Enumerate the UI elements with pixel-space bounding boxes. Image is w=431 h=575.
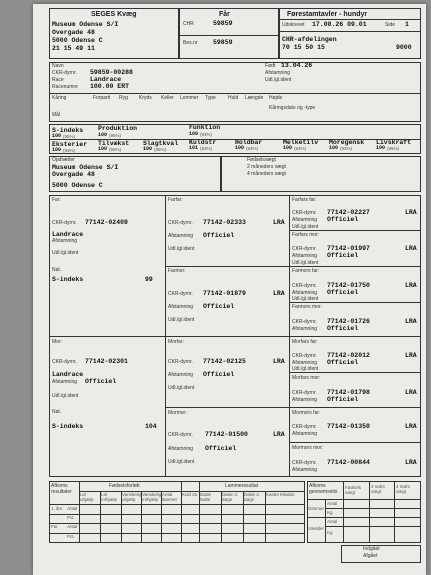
pedigree-document — [33, 4, 426, 575]
avg-row-6: Kg — [327, 530, 333, 535]
sire-race: Landrace — [52, 231, 84, 238]
fmf-afst-value: Officiel — [327, 289, 359, 296]
index-livskraft-sub: (95%) — [387, 146, 400, 151]
besnr-value: 59859 — [213, 39, 233, 46]
document-title: Førestamtavler - hundyr — [287, 11, 368, 18]
row-label-1: 1. års — [51, 506, 63, 511]
fmf-afst-label: Afstamning — [292, 290, 318, 296]
lam-col-1: Døde fødte — [200, 492, 212, 502]
mm-ckr-label: CKR-dyrnr. — [168, 432, 193, 438]
kaaring-date-label: Kåringsdato og -type — [269, 105, 316, 111]
results-head-2: resultater — [51, 489, 72, 495]
owner-line-2: Overgade 48 — [52, 29, 95, 36]
mfm-afst-value: Officiel — [327, 396, 359, 403]
mfm-ckr-value: 77142-01798 — [327, 389, 370, 396]
lam-label: Lammeresultat — [225, 483, 259, 489]
mf-afst-value: Officiel — [203, 371, 235, 378]
index-produktion-sub: (95%) — [109, 133, 122, 138]
index-moregensk-value: 100 — [329, 145, 339, 151]
index-kuldstr-name: Kuldstr — [189, 139, 217, 146]
kaaring-col-7: Huld — [228, 95, 239, 101]
mfm-code: LRA — [405, 389, 417, 396]
breeder-line-1: Museum Odense S/I — [52, 164, 119, 171]
index-moregensk-name: Moregensk — [329, 139, 365, 146]
species-title: Får — [219, 11, 230, 18]
dam-sindex-value: 104 — [145, 423, 157, 430]
index-sindeks-name: S-indeks — [52, 127, 84, 134]
fff-udl-label: Udl./gl.ident — [292, 224, 319, 230]
fodsel-label: Fødselsvægt — [247, 157, 276, 163]
dam-nat-label: Nat. — [52, 409, 62, 415]
index-sindeks-sub: (95%) — [63, 134, 76, 139]
index-holdbar-value: 100 — [235, 145, 245, 151]
row-label-6: Pct. — [67, 534, 75, 539]
fff-ckr-label: CKR-dyrnr. — [292, 210, 317, 216]
kaaring-col-1: Forparti — [93, 95, 111, 101]
dept-line-2: 70 15 50 15 — [282, 44, 325, 51]
avg-row-3: Kg — [327, 510, 333, 515]
m2-label: 2 måneders vægt — [247, 164, 286, 170]
mf-label: Morfar: — [168, 339, 184, 345]
index-kuldstr-sub: (93%) — [200, 146, 213, 151]
ff-afst-label: Afstamning — [168, 233, 194, 239]
fff-afst-value: Officiel — [327, 216, 359, 223]
ffm-label: Farfars mor: — [292, 232, 320, 238]
born-value: 13.04.26 — [281, 62, 313, 69]
mmm-ckr-label: CKR-dyrnr. — [292, 460, 317, 466]
dam-udl-label: Udl./gl.ident — [52, 393, 79, 399]
dam-ckr-value: 77142-02301 — [85, 358, 128, 365]
mm-label: Mormor: — [168, 410, 187, 416]
lam-col-3: Døde 3. døgn — [244, 492, 261, 502]
mm-ckr-value: 77142-01500 — [205, 431, 248, 438]
index-holdbar-sub: (93%) — [246, 146, 259, 151]
dept-line-1: CHR-afdelingen — [282, 36, 337, 43]
org-name: SEGES Kvæg — [91, 11, 137, 18]
avg-row-4: Vædder — [308, 526, 325, 531]
index-moregensk-sub: (93%) — [340, 146, 353, 151]
mmf-ckr-value: 77142-01350 — [327, 423, 370, 430]
owner-line-3: 5000 Odense C — [52, 37, 103, 44]
index-livskraft-value: 100 — [376, 145, 386, 151]
avg-col-2: 2 mdrs vægt — [371, 484, 385, 494]
avg-col-3: 4 mdrs vægt — [396, 484, 410, 494]
index-eksterier-sub: (93%) — [63, 148, 76, 153]
dept-extra: 9000 — [396, 44, 412, 51]
racenr-value: 100.00 ERT — [90, 83, 130, 90]
page-value: 1 — [405, 21, 409, 28]
kaaring-col-9: Højde — [269, 95, 283, 101]
owner-line-1: Museum Odense S/I — [52, 21, 119, 28]
index-melketilv-sub: (93%) — [294, 146, 307, 151]
ff-ckr-label: CKR-dyrnr. — [168, 220, 193, 226]
mmf-ckr-label: CKR-dyrnr. — [292, 424, 317, 430]
index-holdbar-name: Holdbar — [235, 139, 263, 146]
mff-code: LRA — [405, 352, 417, 359]
race-label: Race — [52, 77, 64, 83]
fmm-label: Farmors mor: — [292, 304, 322, 310]
status-line-2: Afgået — [363, 553, 378, 559]
printed-label: Udskrevet — [282, 22, 305, 28]
mfm-ckr-label: CKR-dyrnr. — [292, 390, 317, 396]
index-eksterier-name: Eksterier — [52, 141, 88, 148]
mff-afst-label: Afstamning — [292, 360, 318, 366]
fm-code: LRA — [273, 290, 285, 297]
ff-label: Farfar: — [168, 197, 183, 203]
race-value: Landrace — [90, 76, 122, 83]
born-label: Født — [265, 63, 276, 69]
sire-sindex-value: 99 — [145, 276, 153, 283]
kaaring-col-6: Type — [205, 95, 216, 101]
mm-code: LRA — [273, 431, 285, 438]
printed-value: 17.08.26 09.01 — [312, 21, 367, 28]
page-label: Side — [385, 22, 396, 28]
ff-ckr-value: 77142-02333 — [203, 219, 246, 226]
fmm-ckr-label: CKR-dyrnr. — [292, 319, 317, 325]
mmm-ckr-value: 77142-00844 — [327, 459, 370, 466]
dam-race: Landrace — [52, 371, 84, 378]
mmm-afst-label: Afstamning — [292, 467, 318, 473]
racenr-label: Racenumre — [52, 84, 78, 90]
lam-col-4: Kastet Misdan — [266, 492, 295, 497]
fod-col-1: Let uhjælp — [80, 492, 94, 502]
sire-nat-label: Nat. — [52, 267, 62, 273]
index-funktion-sub: (93%) — [200, 132, 213, 137]
mm-afst-value: Officiel — [205, 445, 237, 452]
owner-line-4: 21 15 49 11 — [52, 45, 95, 52]
mff-ckr-label: CKR-dyrnr. — [292, 353, 317, 359]
ffm-udl-label: Udl./gl.ident — [292, 260, 319, 266]
fod-col-2: Let m/hjælp — [101, 492, 118, 502]
row-label-2: Far — [51, 524, 58, 529]
dam-ckr-label: CKR-dyrnr. — [52, 359, 77, 365]
mff-afst-value: Officiel — [327, 359, 359, 366]
name-label: Navn — [52, 63, 64, 69]
ffm-afst-value: Officiel — [327, 252, 359, 259]
index-sindeks-value: 100 — [52, 133, 62, 139]
mf-ckr-label: CKR-dyrnr. — [168, 359, 193, 365]
fod-col-5: Antal lammet — [162, 492, 177, 502]
avg-row-1: Gimmer — [308, 506, 324, 511]
sire-udl-label: Udl./gl.ident — [52, 250, 79, 256]
avg-head-2: gennemsnits — [309, 489, 338, 495]
mff-label: Morfars far: — [292, 339, 318, 345]
sire-sindex-label: S-indeks — [52, 276, 84, 283]
index-slagtkval-name: Slagtkval — [143, 140, 179, 147]
animal-afst-label: Afstamning — [265, 70, 291, 76]
fmm-code: LRA — [405, 318, 417, 325]
ffm-code: LRA — [405, 245, 417, 252]
fmf-label: Farmors far: — [292, 268, 320, 274]
mff-ckr-value: 77142-02012 — [327, 352, 370, 359]
fmf-code: LRA — [405, 282, 417, 289]
maal-label: Mål — [52, 112, 61, 118]
breeder-label: Opdrætter — [52, 157, 75, 163]
kaaring-col-3: Kryds — [139, 95, 152, 101]
fm-udl-label: Udl./gl.ident — [168, 317, 195, 323]
animal-udl-label: Udl./gl.ident — [265, 77, 292, 83]
index-melketilv-value: 100 — [283, 145, 293, 151]
mf-code: LRA — [273, 358, 285, 365]
fm-label: Farmor: — [168, 268, 186, 274]
sire-afst-label: Afstamning — [52, 238, 78, 244]
fod-col-4: Vanskelig m/hjælp — [142, 492, 162, 502]
index-slagtkval-value: 100 — [143, 146, 153, 152]
sire-ckr-value: 77142-02409 — [85, 219, 128, 226]
index-slagtkval-sub: (95%) — [154, 147, 167, 152]
fm-afst-label: Afstamning — [168, 304, 194, 310]
ff-code: LRA — [273, 219, 285, 226]
fff-afst-label: Afstamning — [292, 217, 318, 223]
dam-label: Mor: — [52, 339, 62, 345]
row-label-5: Antal — [67, 524, 78, 529]
chr-value: 59859 — [213, 20, 233, 27]
fff-code: LRA — [405, 209, 417, 216]
index-livskraft-name: Livskraft — [376, 139, 412, 146]
fod-col-3: Vanskelig uhjælp — [122, 492, 142, 502]
mmm-label: Mormors mor: — [292, 445, 324, 451]
animal-ckr-value: 59859-00288 — [90, 69, 133, 76]
mf-udl-label: Udl./gl.ident — [168, 385, 195, 391]
kuld-label: Kuld str. — [182, 492, 199, 497]
index-funktion-name: Funktion — [189, 124, 221, 131]
status-line-1: Indgået — [363, 546, 380, 552]
ffm-ckr-label: CKR-dyrnr. — [292, 246, 317, 252]
besnr-label: Bes.nr — [183, 40, 198, 46]
fm-afst-value: Officiel — [203, 303, 235, 310]
index-produktion-name: Produktion — [98, 125, 138, 132]
mf-afst-label: Afstamning — [168, 372, 194, 378]
fff-ckr-value: 77142-02227 — [327, 209, 370, 216]
kaaring-col-5: Lemmer — [180, 95, 199, 101]
mff-udl-label: Udl./gl.ident — [292, 366, 319, 372]
mf-ckr-value: 77142-02125 — [203, 358, 246, 365]
sire-ckr-label: CKR-dyrnr. — [52, 220, 77, 226]
sire-label: Far: — [52, 197, 61, 203]
avg-row-5: Antal — [327, 519, 338, 524]
row-label-3: Antal — [67, 506, 78, 511]
index-tilvaekst-name: Tilvækst — [98, 140, 130, 147]
index-tilvaekst-sub: (95%) — [109, 147, 122, 152]
m4-label: 4 måneders vægt — [247, 171, 286, 177]
row-label-4: Pct. — [67, 515, 75, 520]
fmm-afst-value: Officiel — [327, 325, 359, 332]
ffm-afst-label: Afstamning — [292, 253, 318, 259]
fmf-ckr-value: 77142-01750 — [327, 282, 370, 289]
mmf-label: Mormors far: — [292, 410, 321, 416]
ffm-ckr-value: 77142-01997 — [327, 245, 370, 252]
dam-afst-value: Officiel — [85, 378, 117, 385]
index-eksterier-value: 100 — [52, 147, 62, 153]
index-funktion-value: 100 — [189, 131, 199, 137]
fm-ckr-value: 77142-01879 — [203, 290, 246, 297]
dam-sindex-label: S-indeks — [52, 423, 84, 430]
lam-col-2: Døde 3. døgn — [222, 492, 239, 502]
results-head-1: Afkoms — [51, 483, 68, 489]
kaaring-col-2: Ryg — [119, 95, 128, 101]
fmf-ckr-label: CKR-dyrnr. — [292, 283, 317, 289]
fmm-ckr-value: 77142-01726 — [327, 318, 370, 325]
breeder-line-2: Overgade 48 — [52, 171, 95, 178]
fod-label: Fødselsforløb — [109, 483, 140, 489]
mmm-code: LRA — [405, 459, 417, 466]
mm-udl-label: Udl./gl.ident — [168, 459, 195, 465]
ff-afst-value: Officiel — [203, 232, 235, 239]
index-tilvaekst-value: 100 — [98, 146, 108, 152]
ff-udl-label: Udl./gl.ident — [168, 246, 195, 252]
avg-col-1: Fødsels vægt — [345, 485, 362, 495]
status-box — [341, 545, 421, 563]
index-produktion-value: 100 — [98, 132, 108, 138]
kaaring-col-8: Længde — [245, 95, 264, 101]
avg-head-1: Afkoms — [309, 483, 326, 489]
index-melketilv-name: Melketilv — [283, 139, 319, 146]
fmf-udl-label: Udl./gl.ident — [292, 296, 319, 302]
chr-label: CHR — [183, 21, 194, 27]
fff-label: Farfars far: — [292, 197, 317, 203]
kaaring-label: Kåring — [52, 95, 67, 101]
avg-row-2: Antal — [327, 501, 338, 506]
index-kuldstr-value: 101 — [189, 145, 199, 151]
fmm-afst-label: Afstamning — [292, 326, 318, 332]
mfm-label: Morfars mor: — [292, 375, 321, 381]
fm-ckr-label: CKR-dyrnr. — [168, 291, 193, 297]
kaaring-col-4: Keller — [161, 95, 174, 101]
animal-ckr-label: CKR-dyrnr. — [52, 70, 77, 76]
mm-afst-label: Afstamning — [168, 446, 194, 452]
mmf-code: LRA — [405, 423, 417, 430]
breeder-line-3: 5000 Odense C — [52, 182, 103, 189]
dam-afst-label: Afstamning — [52, 379, 78, 385]
mmf-afst-label: Afstamning — [292, 431, 318, 437]
mfm-afst-label: Afstamning — [292, 397, 318, 403]
